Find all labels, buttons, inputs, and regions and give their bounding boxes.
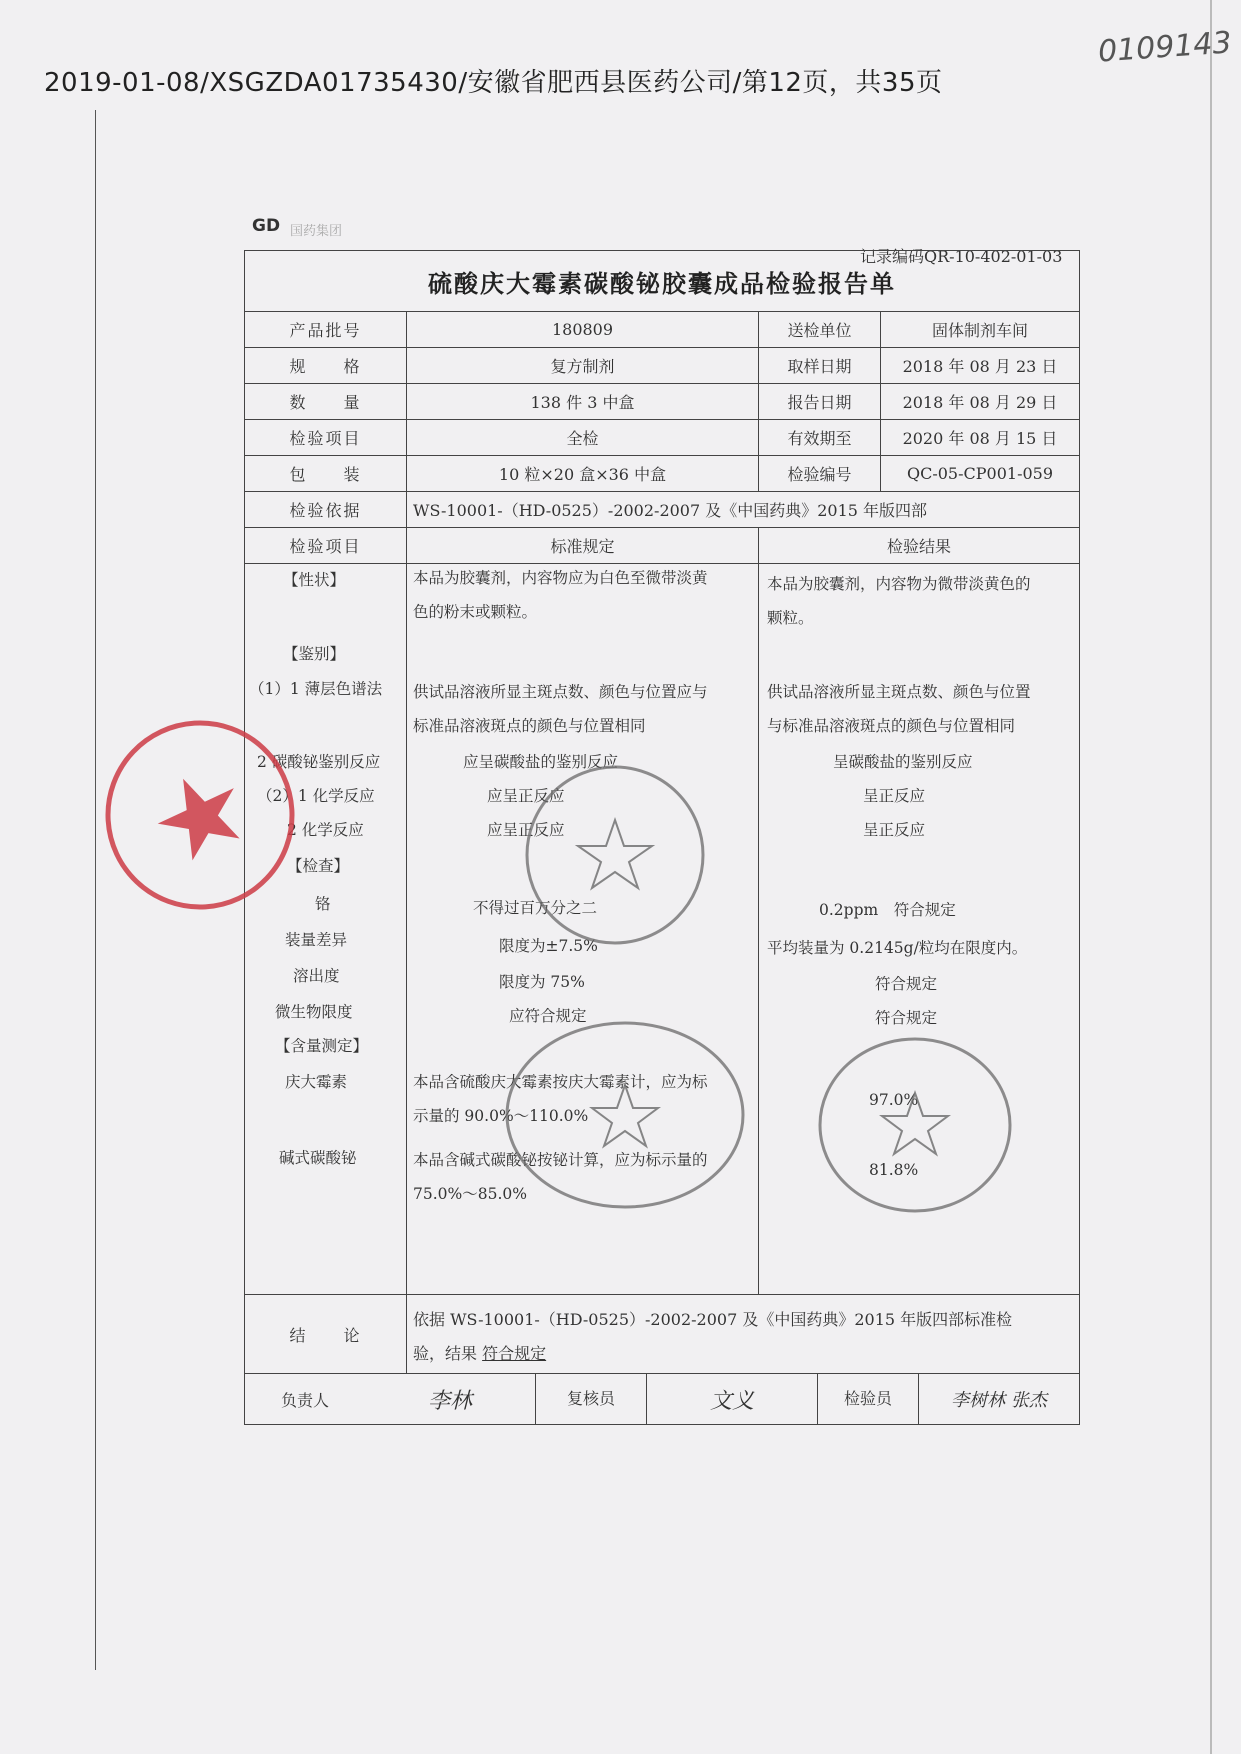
- std-gentamicin-2: 示量的 90.0%～110.0%: [413, 1107, 589, 1125]
- company-logo: GD: [252, 216, 281, 236]
- res-tlc-1: 供试品溶液所显主斑点数、颜色与位置: [767, 683, 1031, 701]
- red-company-stamp: [100, 690, 300, 940]
- sample-date-value: 2018 年 08 月 23 日: [881, 348, 1080, 384]
- res-chem-2: 呈正反应: [863, 821, 926, 839]
- std-chem-2: 应呈正反应: [487, 821, 565, 839]
- gray-stamp-right: [815, 1035, 1015, 1215]
- gray-stamp-center: [520, 760, 710, 950]
- batch-label: 产品批号: [245, 312, 407, 348]
- item-fill-variation: 装量差异: [285, 931, 348, 949]
- report-date-value: 2018 年 08 月 29 日: [881, 384, 1080, 420]
- conclusion-result: 符合规定: [482, 1344, 547, 1363]
- item-microbial: 微生物限度: [275, 1003, 353, 1021]
- test-item-value: 全检: [407, 420, 759, 456]
- column-header-result: 检验结果: [759, 528, 1080, 564]
- packaging-label: 包 装: [245, 456, 407, 492]
- std-microbial: 应符合规定: [509, 1007, 587, 1025]
- page-left-border: [95, 110, 96, 1670]
- std-appearance-2: 色的粉末或颗粒。: [413, 603, 538, 621]
- res-dissolution: 符合规定: [875, 975, 938, 993]
- res-chromium: 0.2ppm 符合规定: [819, 901, 956, 919]
- res-gentamicin: 97.0%: [869, 1091, 919, 1109]
- item-chem-2: 2 化学反应: [287, 821, 364, 839]
- record-code: 记录编码QR-10-402-01-03: [860, 247, 1063, 266]
- inspector-signature: 李树林 张杰: [951, 1390, 1047, 1411]
- conclusion-label: 结 论: [245, 1295, 407, 1374]
- std-bismuth-id: 应呈碳酸盐的鉴别反应: [463, 753, 619, 771]
- item-appearance: 【性状】: [283, 571, 346, 589]
- std-tlc-1: 供试品溶液所显主斑点数、颜色与位置应与: [413, 683, 708, 701]
- std-bismuth-2: 75.0%～85.0%: [413, 1185, 527, 1203]
- item-chromium: 铬: [315, 895, 331, 913]
- res-appearance-2: 颗粒。: [767, 609, 814, 627]
- res-fill-variation: 平均装量为 0.2145g/粒均在限度内。: [767, 939, 1028, 957]
- batch-value: 180809: [407, 312, 759, 348]
- handwritten-number: 0109143: [1096, 25, 1233, 70]
- reviewer-label: 复核员: [535, 1374, 647, 1424]
- item-tlc: （1）1 薄层色谱法: [249, 680, 383, 698]
- spec-value: 复方制剂: [407, 348, 759, 384]
- spec-label: 规 格: [245, 348, 407, 384]
- packaging-value: 10 粒×20 盒×36 中盒: [407, 456, 759, 492]
- report-title: 硫酸庆大霉素碳酸铋胶囊成品检验报告单: [245, 251, 1080, 312]
- column-header-item: 检验项目: [245, 528, 407, 564]
- column-header-standard: 标准规定: [407, 528, 759, 564]
- conclusion-line-2: 验，结果: [413, 1344, 478, 1363]
- item-inspection: 【检查】: [287, 857, 350, 875]
- item-bismuth-id: 2 碳酸铋鉴别反应: [257, 753, 381, 771]
- test-number-label: 检验编号: [759, 456, 881, 492]
- conclusion-text: [407, 1295, 1080, 1374]
- res-bismuth: 81.8%: [869, 1161, 919, 1179]
- std-dissolution: 限度为 75%: [499, 973, 585, 991]
- expiry-value: 2020 年 08 月 15 日: [881, 420, 1080, 456]
- item-assay: 【含量测定】: [275, 1037, 369, 1055]
- item-identification: 【鉴别】: [283, 645, 346, 663]
- responsible-signature: 李林: [427, 1388, 472, 1414]
- res-microbial: 符合规定: [875, 1009, 938, 1027]
- std-fill-variation: 限度为±7.5%: [499, 937, 598, 955]
- conclusion-line-1: 依据 WS-10001-（HD-0525）-2002-2007 及《中国药典》2015 年版四部标准检: [413, 1310, 1013, 1329]
- fax-header: 2019-01-08/XSGZDA01735430/安徽省肥西县医药公司/第12页，共35页: [44, 68, 943, 98]
- item-chem-1: （2）1 化学反应: [257, 787, 375, 805]
- std-chem-1: 应呈正反应: [487, 787, 565, 805]
- expiry-label: 有效期至: [759, 420, 881, 456]
- item-gentamicin: 庆大霉素: [285, 1073, 348, 1091]
- res-bismuth-id: 呈碳酸盐的鉴别反应: [833, 753, 973, 771]
- item-bismuth-subcarbonate: 碱式碳酸铋: [279, 1149, 357, 1167]
- basis-value: WS-10001-（HD-0525）-2002-2007 及《中国药典》2015 年版四部: [407, 492, 1080, 528]
- sender-label: 送检单位: [759, 312, 881, 348]
- company-logo-sub: 国药集团: [290, 224, 343, 239]
- item-dissolution: 溶出度: [293, 967, 340, 985]
- test-number-value: QC-05-CP001-059: [881, 456, 1080, 492]
- sample-date-label: 取样日期: [759, 348, 881, 384]
- std-tlc-2: 标准品溶液斑点的颜色与位置相同: [413, 717, 646, 735]
- quantity-label: 数 量: [245, 384, 407, 420]
- res-tlc-2: 与标准品溶液斑点的颜色与位置相同: [767, 717, 1016, 735]
- quantity-value: 138 件 3 中盒: [407, 384, 759, 420]
- reviewer-signature: 文义: [709, 1388, 754, 1414]
- signature-row: [245, 1374, 1080, 1425]
- std-chromium: 不得过百万分之二: [473, 899, 598, 917]
- responsible-label: 负责人: [280, 1390, 329, 1410]
- std-gentamicin-1: 本品含硫酸庆大霉素按庆大霉素计，应为标: [413, 1073, 708, 1091]
- std-bismuth-1: 本品含碱式碳酸铋按铋计算，应为标示量的: [413, 1151, 708, 1169]
- page-right-border: [1210, 0, 1212, 1754]
- sender-value: 固体制剂车间: [881, 312, 1080, 348]
- gray-stamp-lower: [500, 1015, 750, 1215]
- std-appearance-1: 本品为胶囊剂，内容物应为白色至微带淡黄: [413, 569, 708, 587]
- res-chem-1: 呈正反应: [863, 787, 926, 805]
- test-item-label: 检验项目: [245, 420, 407, 456]
- res-appearance-1: 本品为胶囊剂，内容物为微带淡黄色的: [767, 575, 1031, 593]
- basis-label: 检验依据: [245, 492, 407, 528]
- inspector-label: 检验员: [817, 1374, 919, 1424]
- report-date-label: 报告日期: [759, 384, 881, 420]
